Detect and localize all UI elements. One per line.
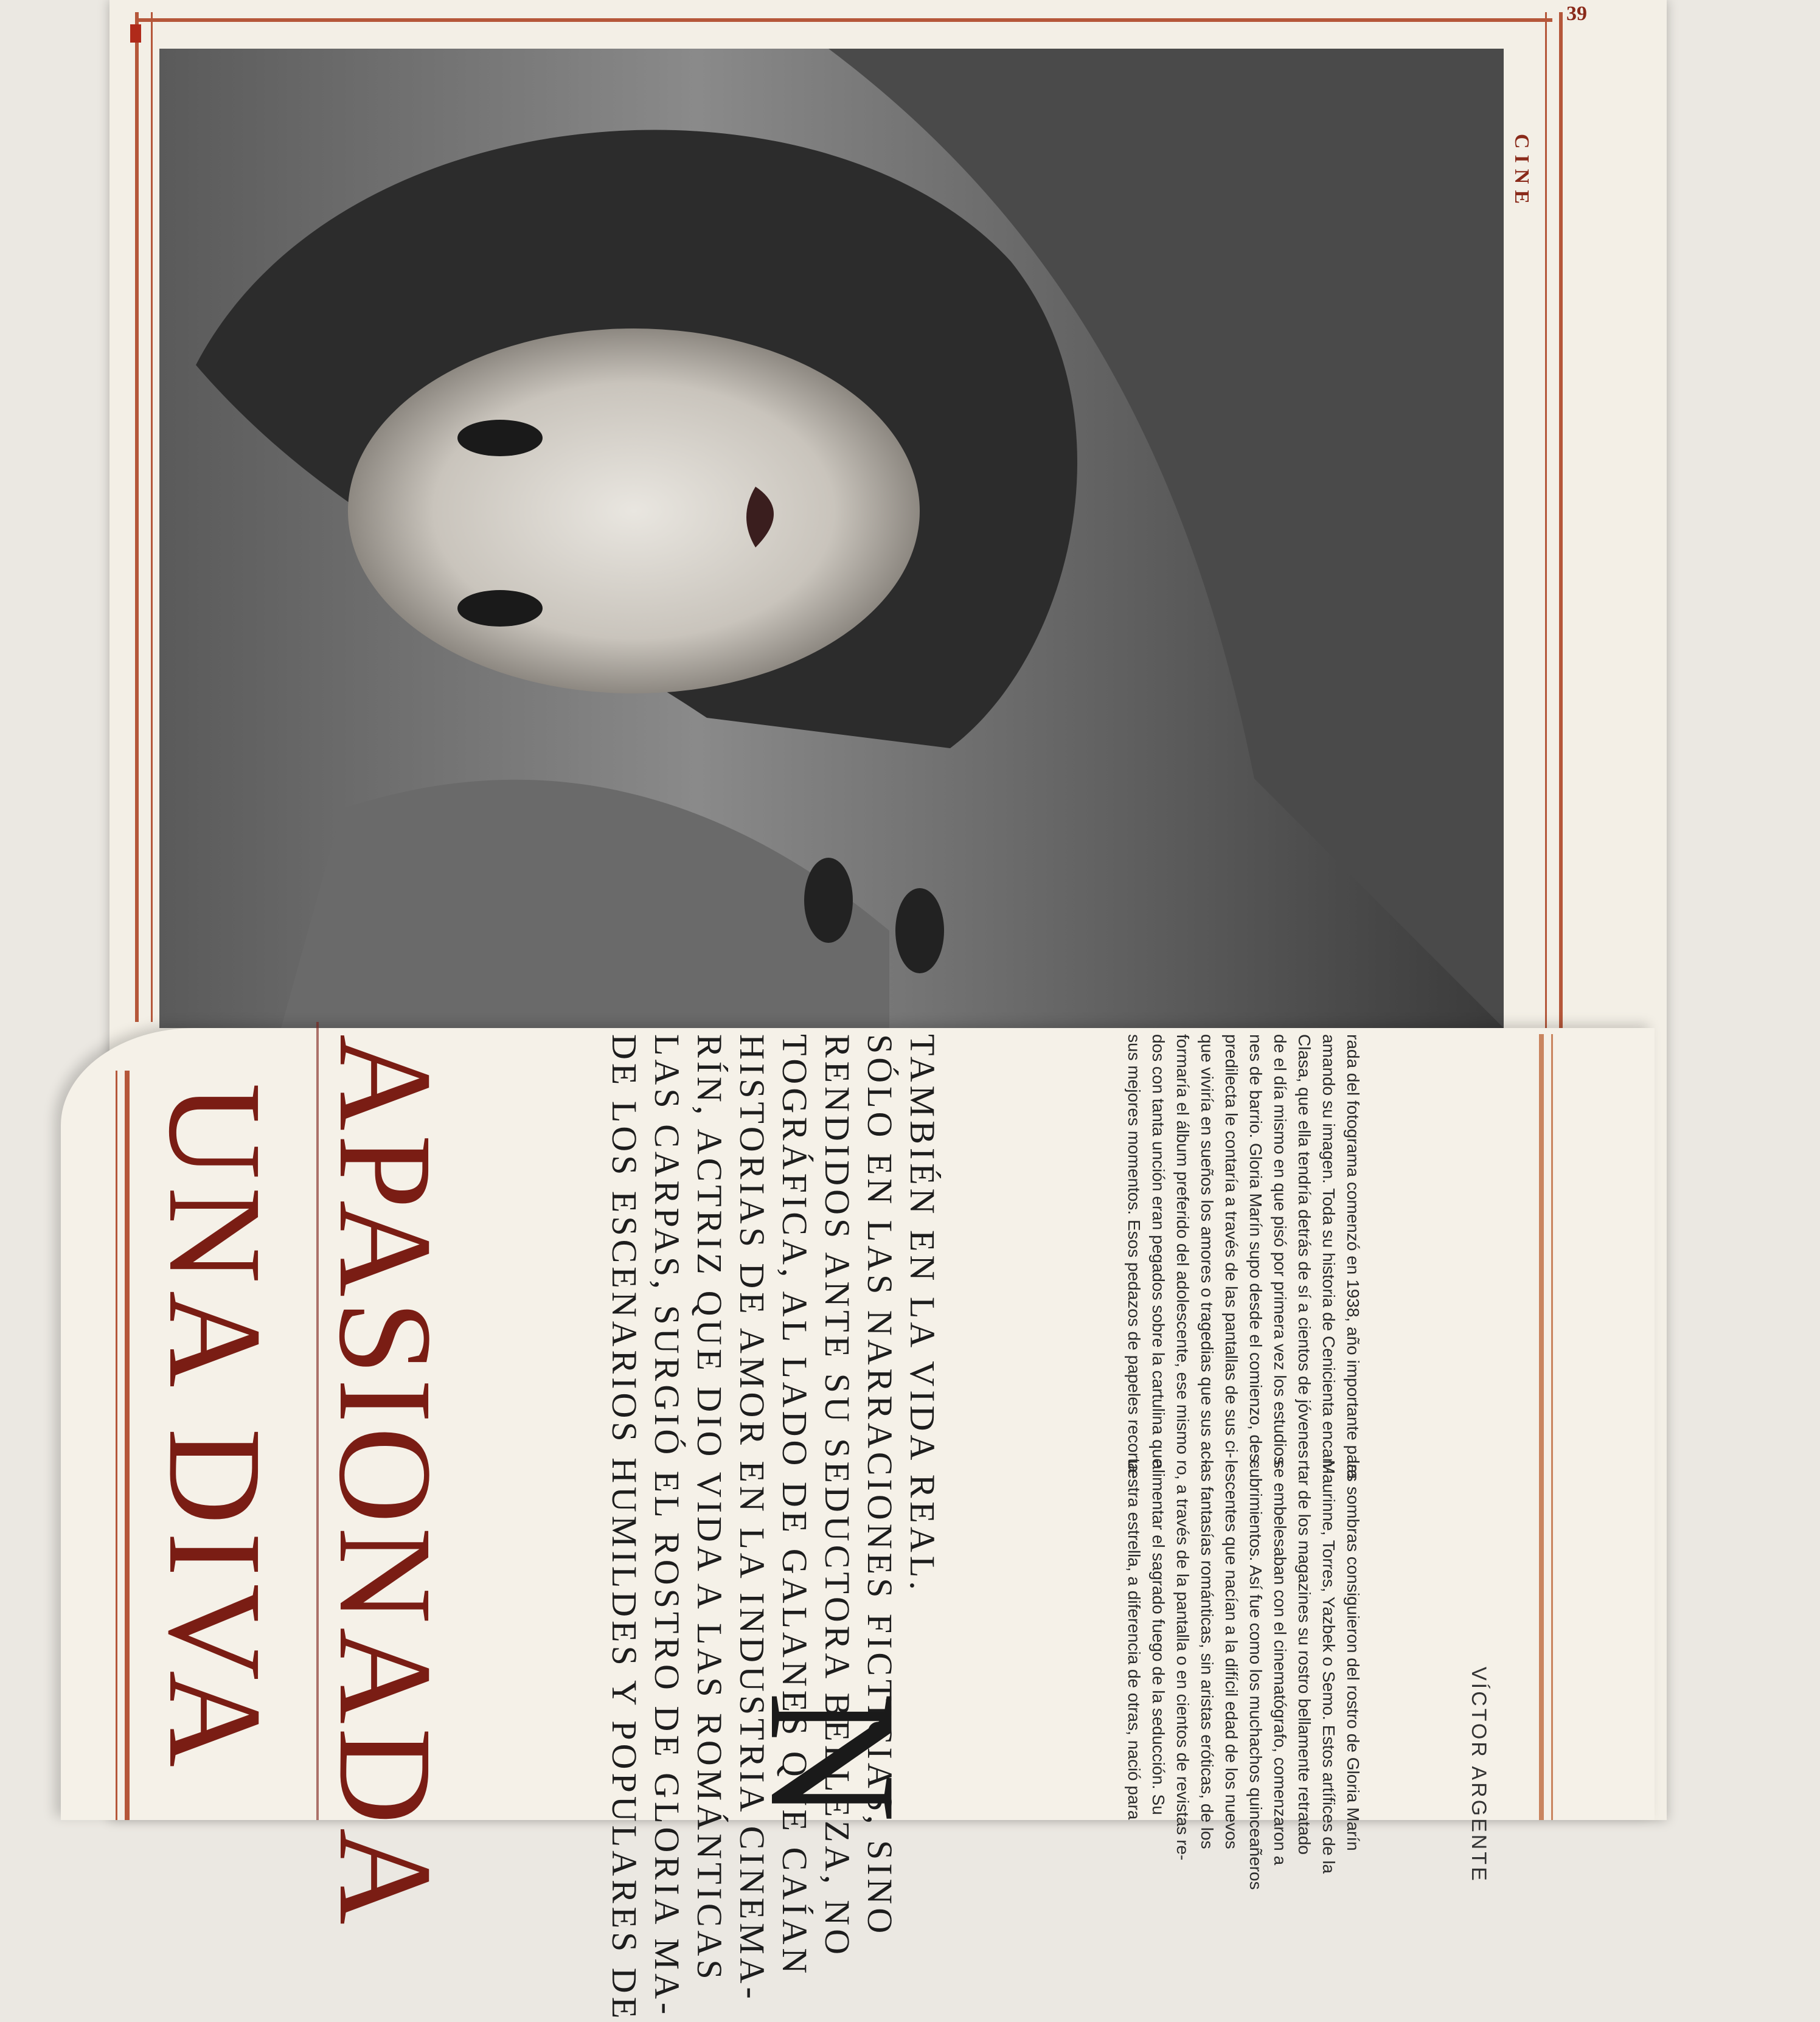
lede-line: DE LOS ESCENARIOS HUMILDES Y POPULARES DE (605, 1034, 644, 2022)
body-text-line: amando su imagen. Toda su historia de Cenicienta encan- (1319, 1034, 1338, 1473)
body-text-line: Maurinne, Torres, Yazbek o Semo. Estos artífices de la (1319, 1460, 1338, 1874)
drop-cap: N (732, 1691, 934, 1823)
lede-line: SÓLO EN LAS NARRACIONES FICTICIAS, SINO (860, 1034, 900, 1937)
body-text-line: ro, a través de la pantalla o en cientos de revistas re- (1173, 1460, 1192, 1861)
body-text-line: uestra estrella, a diferencia de otras, nació para (1125, 1460, 1144, 1820)
lede-line: HISTORIAS DE AMOR EN LA INDUSTRIA CINEMA- (732, 1034, 772, 2003)
top-rule (135, 18, 1552, 22)
body-text-line: lescentes que nacían a la difícil edad de los nuevos (1222, 1460, 1241, 1849)
body-text-line: se embelesaban con el cinematógrafo, comenzaron a (1271, 1460, 1290, 1866)
body-text-line: rada del fotograma comenzó en 1938, año importante para (1344, 1034, 1363, 1479)
body-text-line: Clasa, que ella tendría detrás de sí a cientos de jóvenes (1295, 1034, 1314, 1459)
body-text-line: sus mejores momentos. Esos pedazos de papeles recorta- (1125, 1034, 1144, 1478)
page-number: 39 (1566, 2, 1587, 25)
body-text-line: las sombras consiguieron del rostro de Gloria Marín (1344, 1460, 1363, 1851)
body-text-line: alimentar el sagrado fuego de la seducción. Su (1149, 1460, 1168, 1815)
body-text-line: predilecta le contaría a través de las pantallas de sus ci- (1222, 1034, 1241, 1459)
body-text-line: cubrimientos. Así fue como los muchachos quinceañeros (1246, 1460, 1265, 1890)
body-text-line: las fantasías románticas, sin aristas eróticas, de los (1198, 1460, 1217, 1849)
body-text-line: dos con tanta unción eran pegados sobre la cartulina que (1149, 1034, 1168, 1468)
article-title-line1: UNA DIVA (141, 1083, 290, 1775)
body-text-line: rtar de los magazines su rostro bellamente retratado (1295, 1460, 1314, 1855)
portrait-photo (159, 49, 1504, 1028)
lede-line: LAS CARPAS, SURGIÓ EL ROSTRO DE GLORIA MA- (647, 1034, 687, 2018)
lede-line: RÍN, ACTRIZ QUE DIO VIDA A LAS ROMÁNTICAS (690, 1034, 729, 1983)
lede-line: TOGRÁFICA, AL LADO DE GALANES QUE CAÍAN (775, 1034, 814, 1978)
portrait-illustration (159, 49, 1504, 1028)
gutter-rule-thick (1539, 1034, 1544, 1820)
article-title-line2: APASIONADA (311, 1034, 460, 1928)
body-text-line: de el día mismo en que pisó por primera vez los estudios (1271, 1034, 1290, 1465)
left-border-rule (135, 12, 153, 1022)
gutter-rule-thin (1551, 1034, 1553, 1820)
byline: VÍCTOR ARGENTE (1467, 1667, 1490, 1883)
facing-rule-inner (125, 1071, 130, 1820)
body-text-line: formaría el álbum preferido del adolescente, ese mismo (1173, 1034, 1192, 1455)
running-head-section: CINE (1510, 134, 1533, 210)
corner-mark (130, 24, 141, 43)
body-text-line: que viviría en sueños los amores o tragedias que sus ac- (1198, 1034, 1217, 1465)
lede-line: RENDIDOS ANTE SU SEDUCTORA BELLEZA, NO (818, 1034, 857, 1959)
lede-line: TAMBIÉN EN LA VIDA REAL. (903, 1034, 942, 1594)
body-text-line: nes de barrio. Gloria Marín supo desde el comienzo, des- (1246, 1034, 1265, 1468)
facing-rule-outer (116, 1071, 117, 1820)
